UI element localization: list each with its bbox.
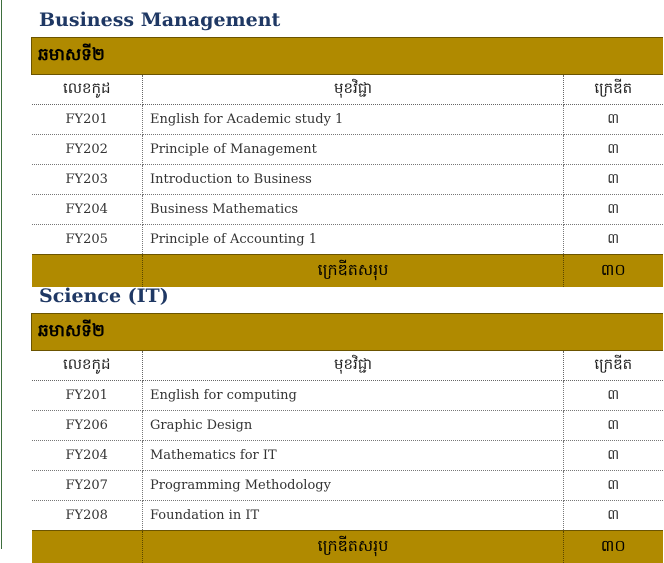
course-credit: ៣ [564, 135, 663, 165]
total-label: ក្រេឌីតសរុប [143, 255, 564, 288]
header-subject: មុខវិជ្ជា [143, 351, 564, 381]
semester-label: ឆមាសទី២ [32, 38, 663, 75]
table-row [32, 225, 663, 255]
table-header [32, 351, 663, 381]
course-credit: ៣ [564, 165, 663, 195]
header-code: លេខកូដ [32, 75, 143, 105]
course-code: FY202 [32, 135, 143, 165]
table-row [32, 411, 663, 441]
course-name: Principle of Accounting 1 [143, 225, 564, 255]
course-credit: ៣ [564, 381, 663, 411]
course-code: FY208 [32, 501, 143, 531]
table-row [32, 501, 663, 531]
table-header [32, 75, 663, 105]
section-title: Science (IT) [31, 279, 662, 313]
semester-label: ឆមាសទី២ [32, 314, 663, 351]
total-value: ៣០ [564, 531, 663, 563]
table-row [32, 165, 663, 195]
course-credit: ៣ [564, 225, 663, 255]
course-code: FY205 [32, 225, 143, 255]
course-name: English for computing [143, 381, 564, 411]
course-code: FY201 [32, 105, 143, 135]
course-name: Business Mathematics [143, 195, 564, 225]
section-business-management [31, 3, 662, 287]
header-code: លេខកូដ [32, 351, 143, 381]
total-label: ក្រេឌីតសរុប [143, 531, 564, 563]
course-credit: ៣ [564, 471, 663, 501]
page-left-border [1, 0, 2, 549]
course-code: FY203 [32, 165, 143, 195]
course-code: FY201 [32, 381, 143, 411]
course-code: FY204 [32, 195, 143, 225]
course-credit: ៣ [564, 105, 663, 135]
table-row [32, 195, 663, 225]
table-row [32, 381, 663, 411]
course-code: FY204 [32, 441, 143, 471]
course-name: English for Academic study 1 [143, 105, 564, 135]
total-value: ៣០ [564, 255, 663, 288]
course-name: Programming Methodology [143, 471, 564, 501]
section-title: Business Management [31, 3, 662, 37]
course-code: FY206 [32, 411, 143, 441]
course-credit: ៣ [564, 441, 663, 471]
course-credit: ៣ [564, 411, 663, 441]
course-name: Introduction to Business [143, 165, 564, 195]
course-table [31, 313, 663, 563]
course-credit: ៣ [564, 195, 663, 225]
total-row [32, 531, 663, 563]
header-subject: មុខវិជ្ជា [143, 75, 564, 105]
table-row [32, 441, 663, 471]
section-science-it [31, 279, 662, 563]
course-table [31, 37, 663, 287]
course-name: Graphic Design [143, 411, 564, 441]
course-name: Principle of Management [143, 135, 564, 165]
table-row [32, 135, 663, 165]
course-name: Foundation in IT [143, 501, 564, 531]
table-row [32, 105, 663, 135]
course-name: Mathematics for IT [143, 441, 564, 471]
table-row [32, 471, 663, 501]
semester-band [32, 38, 663, 75]
header-credit: ក្រេឌីត [564, 351, 663, 381]
total-spacer [32, 531, 143, 563]
course-credit: ៣ [564, 501, 663, 531]
course-code: FY207 [32, 471, 143, 501]
header-credit: ក្រេឌីត [564, 75, 663, 105]
semester-band [32, 314, 663, 351]
